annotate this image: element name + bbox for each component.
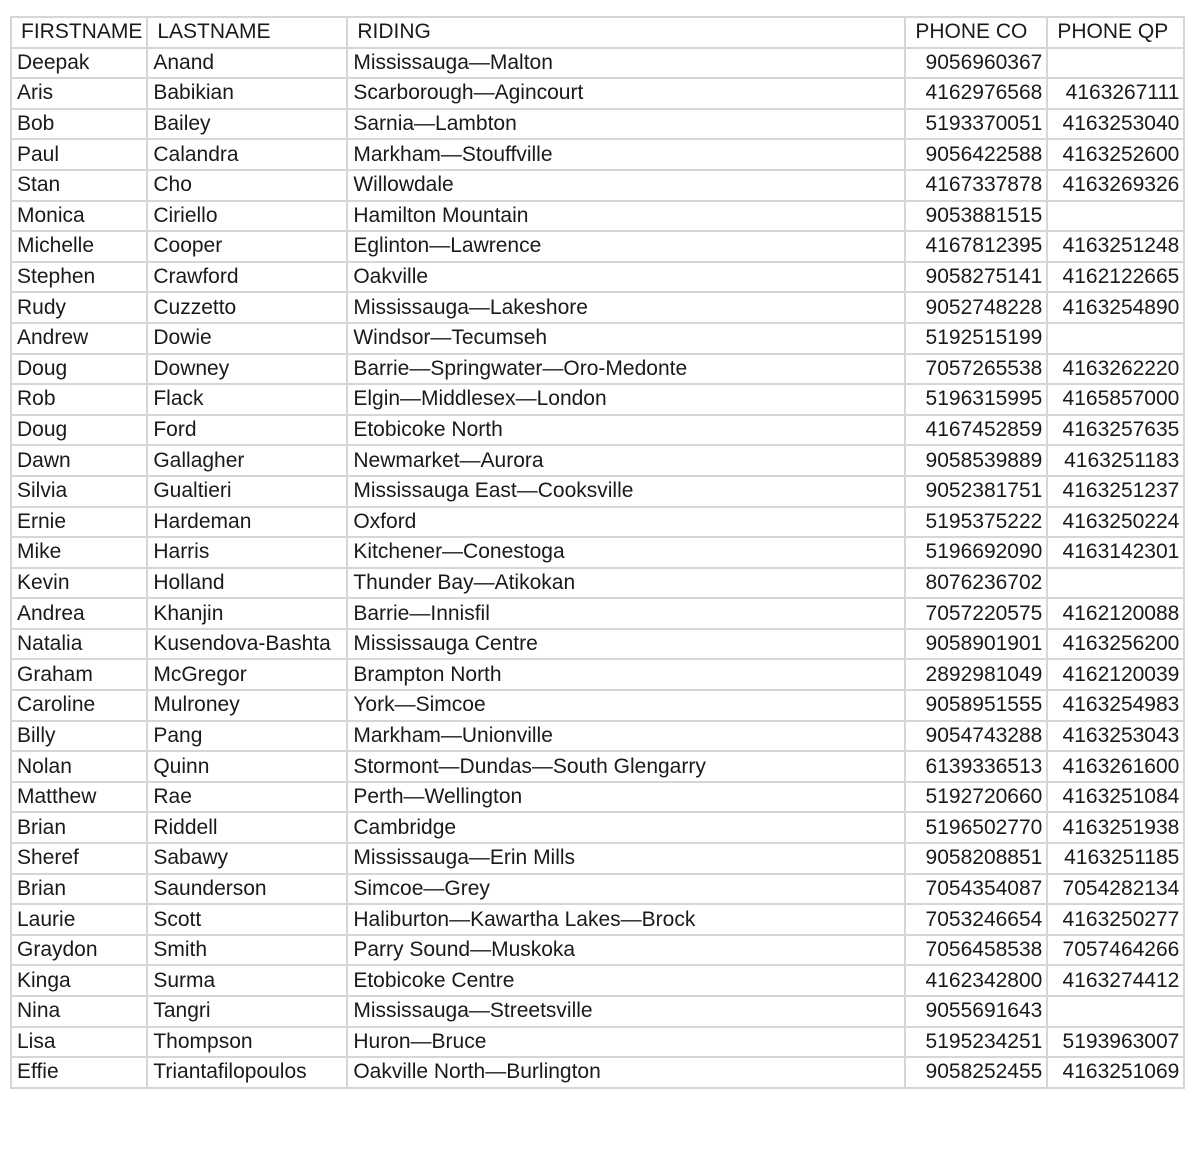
cell-phone-qp[interactable]: 4165857000 (1047, 384, 1184, 415)
cell-phone-co[interactable]: 6139336513 (905, 751, 1047, 782)
cell-riding[interactable]: Cambridge (347, 812, 905, 843)
contact-table (10, 16, 1185, 1089)
cell-firstname[interactable]: Aris (11, 78, 147, 109)
table-row (11, 262, 1184, 293)
cell-lastname[interactable]: Surma (147, 965, 347, 996)
cell-phone-co[interactable]: 7056458538 (905, 935, 1047, 966)
cell-firstname[interactable]: Rob (11, 384, 147, 415)
cell-firstname[interactable]: Paul (11, 139, 147, 170)
cell-phone-qp[interactable]: 4163261600 (1047, 751, 1184, 782)
cell-phone-co[interactable]: 5195375222 (905, 507, 1047, 538)
cell-firstname[interactable]: Lisa (11, 1027, 147, 1058)
cell-firstname[interactable]: Silvia (11, 476, 147, 507)
table-row (11, 1027, 1184, 1058)
cell-firstname[interactable]: Brian (11, 812, 147, 843)
cell-lastname[interactable]: Mulroney (147, 690, 347, 721)
cell-firstname[interactable]: Natalia (11, 629, 147, 660)
cell-firstname[interactable]: Rudy (11, 292, 147, 323)
cell-riding[interactable]: Etobicoke Centre (347, 965, 905, 996)
table-row (11, 904, 1184, 935)
table-row (11, 139, 1184, 170)
cell-lastname[interactable]: Dowie (147, 323, 347, 354)
cell-phone-qp[interactable]: 4163262220 (1047, 354, 1184, 385)
cell-firstname[interactable]: Andrew (11, 323, 147, 354)
cell-phone-qp[interactable]: 4163252600 (1047, 139, 1184, 170)
table-row (11, 965, 1184, 996)
cell-riding[interactable]: Eglinton—Lawrence (347, 231, 905, 262)
cell-lastname[interactable]: Ciriello (147, 201, 347, 232)
cell-firstname[interactable]: Monica (11, 201, 147, 232)
cell-lastname[interactable]: Kusendova-Bashta (147, 629, 347, 660)
cell-phone-co[interactable]: 4167337878 (905, 170, 1047, 201)
cell-lastname[interactable]: Sabawy (147, 843, 347, 874)
table-row (11, 843, 1184, 874)
cell-riding[interactable]: Huron—Bruce (347, 1027, 905, 1058)
cell-riding[interactable]: Oxford (347, 507, 905, 538)
cell-phone-co[interactable]: 9052381751 (905, 476, 1047, 507)
cell-phone-co[interactable]: 5196502770 (905, 812, 1047, 843)
cell-phone-qp[interactable]: 4163274412 (1047, 965, 1184, 996)
cell-phone-co[interactable]: 5192720660 (905, 782, 1047, 813)
cell-firstname[interactable]: Nina (11, 996, 147, 1027)
cell-lastname[interactable]: Tangri (147, 996, 347, 1027)
cell-phone-qp[interactable]: 4162122665 (1047, 262, 1184, 293)
cell-phone-co[interactable]: 9056960367 (905, 48, 1047, 79)
cell-riding[interactable]: York—Simcoe (347, 690, 905, 721)
table-row (11, 1057, 1184, 1088)
cell-phone-qp[interactable]: 7054282134 (1047, 874, 1184, 905)
cell-riding[interactable]: Mississauga—Malton (347, 48, 905, 79)
cell-phone-qp[interactable]: 4162120039 (1047, 659, 1184, 690)
cell-firstname[interactable]: Stan (11, 170, 147, 201)
table-row (11, 354, 1184, 385)
cell-lastname[interactable]: Bailey (147, 109, 347, 140)
cell-phone-qp[interactable]: 4163253043 (1047, 721, 1184, 752)
cell-riding[interactable]: Kitchener—Conestoga (347, 537, 905, 568)
cell-lastname[interactable]: Downey (147, 354, 347, 385)
table-row (11, 445, 1184, 476)
cell-firstname[interactable]: Deepak (11, 48, 147, 79)
cell-riding[interactable]: Markham—Stouffville (347, 139, 905, 170)
header-riding[interactable]: RIDING (347, 17, 905, 48)
cell-riding[interactable]: Mississauga—Lakeshore (347, 292, 905, 323)
cell-phone-qp[interactable] (1047, 568, 1184, 599)
table-row (11, 537, 1184, 568)
cell-phone-co[interactable]: 5193370051 (905, 109, 1047, 140)
cell-phone-co[interactable]: 4167812395 (905, 231, 1047, 262)
table-row (11, 170, 1184, 201)
table-row (11, 109, 1184, 140)
cell-phone-qp[interactable] (1047, 323, 1184, 354)
cell-riding[interactable]: Brampton North (347, 659, 905, 690)
table-row (11, 812, 1184, 843)
cell-lastname[interactable]: Ford (147, 415, 347, 446)
cell-phone-co[interactable]: 4167452859 (905, 415, 1047, 446)
cell-firstname[interactable]: Matthew (11, 782, 147, 813)
cell-phone-co[interactable]: 7057265538 (905, 354, 1047, 385)
table-row (11, 874, 1184, 905)
cell-firstname[interactable]: Laurie (11, 904, 147, 935)
cell-lastname[interactable]: Hardeman (147, 507, 347, 538)
cell-lastname[interactable]: Babikian (147, 78, 347, 109)
header-phone-qp[interactable]: PHONE QP (1047, 17, 1184, 48)
header-firstname[interactable]: FIRSTNAME (11, 17, 147, 48)
cell-lastname[interactable]: Riddell (147, 812, 347, 843)
cell-riding[interactable]: Markham—Unionville (347, 721, 905, 752)
cell-riding[interactable]: Stormont—Dundas—South Glengarry (347, 751, 905, 782)
table-row (11, 568, 1184, 599)
cell-phone-co[interactable]: 7054354087 (905, 874, 1047, 905)
cell-phone-co[interactable]: 9056422588 (905, 139, 1047, 170)
cell-lastname[interactable]: Rae (147, 782, 347, 813)
cell-firstname[interactable]: Ernie (11, 507, 147, 538)
cell-lastname[interactable]: Gualtieri (147, 476, 347, 507)
table-row (11, 323, 1184, 354)
cell-phone-qp[interactable]: 4163250277 (1047, 904, 1184, 935)
cell-lastname[interactable]: Crawford (147, 262, 347, 293)
table-row (11, 690, 1184, 721)
cell-firstname[interactable]: Bob (11, 109, 147, 140)
cell-riding[interactable]: Barrie—Springwater—Oro-Medonte (347, 354, 905, 385)
cell-phone-qp[interactable]: 4163269326 (1047, 170, 1184, 201)
cell-lastname[interactable]: Harris (147, 537, 347, 568)
cell-phone-qp[interactable]: 7057464266 (1047, 935, 1184, 966)
cell-riding[interactable]: Windsor—Tecumseh (347, 323, 905, 354)
cell-riding[interactable]: Sarnia—Lambton (347, 109, 905, 140)
cell-firstname[interactable]: Graydon (11, 935, 147, 966)
cell-phone-co[interactable]: 9058208851 (905, 843, 1047, 874)
cell-riding[interactable]: Mississauga Centre (347, 629, 905, 660)
header-lastname[interactable]: LASTNAME (147, 17, 347, 48)
cell-lastname[interactable]: Cuzzetto (147, 292, 347, 323)
cell-firstname[interactable]: Nolan (11, 751, 147, 782)
cell-firstname[interactable]: Kevin (11, 568, 147, 599)
cell-riding[interactable]: Scarborough—Agincourt (347, 78, 905, 109)
cell-firstname[interactable]: Andrea (11, 598, 147, 629)
cell-phone-qp[interactable]: 5193963007 (1047, 1027, 1184, 1058)
table-row (11, 231, 1184, 262)
cell-firstname[interactable]: Brian (11, 874, 147, 905)
cell-firstname[interactable]: Michelle (11, 231, 147, 262)
cell-lastname[interactable]: Holland (147, 568, 347, 599)
cell-phone-co[interactable]: 5196692090 (905, 537, 1047, 568)
cell-phone-co[interactable]: 7057220575 (905, 598, 1047, 629)
cell-lastname[interactable]: Cooper (147, 231, 347, 262)
cell-riding[interactable]: Willowdale (347, 170, 905, 201)
cell-phone-co[interactable]: 7053246654 (905, 904, 1047, 935)
cell-lastname[interactable]: Thompson (147, 1027, 347, 1058)
cell-phone-qp[interactable]: 4163250224 (1047, 507, 1184, 538)
cell-phone-co[interactable]: 5192515199 (905, 323, 1047, 354)
cell-firstname[interactable]: Effie (11, 1057, 147, 1088)
cell-firstname[interactable]: Sheref (11, 843, 147, 874)
cell-lastname[interactable]: Scott (147, 904, 347, 935)
cell-phone-qp[interactable]: 4162120088 (1047, 598, 1184, 629)
cell-phone-qp[interactable]: 4163251185 (1047, 843, 1184, 874)
cell-phone-qp[interactable]: 4163251183 (1047, 445, 1184, 476)
cell-lastname[interactable]: Cho (147, 170, 347, 201)
cell-firstname[interactable]: Doug (11, 354, 147, 385)
cell-lastname[interactable]: Khanjin (147, 598, 347, 629)
table-row (11, 629, 1184, 660)
cell-riding[interactable]: Hamilton Mountain (347, 201, 905, 232)
header-row (11, 17, 1184, 48)
cell-phone-qp[interactable]: 4163251069 (1047, 1057, 1184, 1088)
cell-firstname[interactable]: Billy (11, 721, 147, 752)
table-row (11, 476, 1184, 507)
cell-phone-co[interactable]: 9058951555 (905, 690, 1047, 721)
cell-phone-qp[interactable] (1047, 201, 1184, 232)
cell-riding[interactable]: Newmarket—Aurora (347, 445, 905, 476)
cell-lastname[interactable]: Triantafilopoulos (147, 1057, 347, 1088)
table-body (11, 48, 1184, 1088)
cell-firstname[interactable]: Graham (11, 659, 147, 690)
cell-riding[interactable]: Mississauga—Streetsville (347, 996, 905, 1027)
cell-firstname[interactable]: Doug (11, 415, 147, 446)
table-row (11, 996, 1184, 1027)
cell-phone-co[interactable]: 9058252455 (905, 1057, 1047, 1088)
cell-riding[interactable]: Parry Sound—Muskoka (347, 935, 905, 966)
table-row (11, 751, 1184, 782)
cell-phone-co[interactable]: 9053881515 (905, 201, 1047, 232)
table-row (11, 48, 1184, 79)
cell-firstname[interactable]: Caroline (11, 690, 147, 721)
cell-phone-qp[interactable]: 4163251248 (1047, 231, 1184, 262)
cell-phone-qp[interactable]: 4163251237 (1047, 476, 1184, 507)
cell-riding[interactable]: Mississauga—Erin Mills (347, 843, 905, 874)
table-row (11, 384, 1184, 415)
cell-lastname[interactable]: McGregor (147, 659, 347, 690)
cell-phone-qp[interactable]: 4163267111 (1047, 78, 1184, 109)
cell-phone-qp[interactable]: 4163251084 (1047, 782, 1184, 813)
cell-phone-co[interactable]: 4162976568 (905, 78, 1047, 109)
cell-riding[interactable]: Oakville (347, 262, 905, 293)
cell-riding[interactable]: Simcoe—Grey (347, 874, 905, 905)
table-row (11, 507, 1184, 538)
cell-phone-co[interactable]: 9055691643 (905, 996, 1047, 1027)
table-row (11, 659, 1184, 690)
cell-lastname[interactable]: Anand (147, 48, 347, 79)
cell-phone-co[interactable]: 4162342800 (905, 965, 1047, 996)
cell-lastname[interactable]: Flack (147, 384, 347, 415)
cell-firstname[interactable]: Mike (11, 537, 147, 568)
table-row (11, 935, 1184, 966)
table-row (11, 201, 1184, 232)
cell-lastname[interactable]: Smith (147, 935, 347, 966)
cell-phone-co[interactable]: 9052748228 (905, 292, 1047, 323)
cell-lastname[interactable]: Gallagher (147, 445, 347, 476)
cell-lastname[interactable]: Pang (147, 721, 347, 752)
cell-phone-qp[interactable]: 4163254983 (1047, 690, 1184, 721)
cell-riding[interactable]: Thunder Bay—Atikokan (347, 568, 905, 599)
cell-phone-qp[interactable] (1047, 48, 1184, 79)
cell-firstname[interactable]: Kinga (11, 965, 147, 996)
header-phone-co[interactable]: PHONE CO (905, 17, 1047, 48)
table-row (11, 78, 1184, 109)
cell-phone-qp[interactable] (1047, 996, 1184, 1027)
cell-phone-qp[interactable]: 4163251938 (1047, 812, 1184, 843)
cell-riding[interactable]: Elgin—Middlesex—London (347, 384, 905, 415)
cell-riding[interactable]: Mississauga East—Cooksville (347, 476, 905, 507)
cell-phone-qp[interactable]: 4163257635 (1047, 415, 1184, 446)
cell-phone-co[interactable]: 9054743288 (905, 721, 1047, 752)
cell-phone-co[interactable]: 9058539889 (905, 445, 1047, 476)
cell-phone-co[interactable]: 8076236702 (905, 568, 1047, 599)
cell-phone-co[interactable]: 2892981049 (905, 659, 1047, 690)
cell-phone-qp[interactable]: 4163253040 (1047, 109, 1184, 140)
cell-riding[interactable]: Haliburton—Kawartha Lakes—Brock (347, 904, 905, 935)
table-row (11, 782, 1184, 813)
cell-riding[interactable]: Perth—Wellington (347, 782, 905, 813)
table-row (11, 721, 1184, 752)
cell-riding[interactable]: Etobicoke North (347, 415, 905, 446)
table-row (11, 292, 1184, 323)
cell-lastname[interactable]: Saunderson (147, 874, 347, 905)
cell-phone-co[interactable]: 9058901901 (905, 629, 1047, 660)
table-row (11, 598, 1184, 629)
cell-phone-co[interactable]: 9058275141 (905, 262, 1047, 293)
cell-phone-qp[interactable]: 4163142301 (1047, 537, 1184, 568)
cell-firstname[interactable]: Stephen (11, 262, 147, 293)
cell-phone-co[interactable]: 5196315995 (905, 384, 1047, 415)
cell-firstname[interactable]: Dawn (11, 445, 147, 476)
table-row (11, 415, 1184, 446)
cell-riding[interactable]: Oakville North—Burlington (347, 1057, 905, 1088)
cell-lastname[interactable]: Quinn (147, 751, 347, 782)
cell-phone-co[interactable]: 5195234251 (905, 1027, 1047, 1058)
cell-phone-qp[interactable]: 4163254890 (1047, 292, 1184, 323)
cell-phone-qp[interactable]: 4163256200 (1047, 629, 1184, 660)
cell-riding[interactable]: Barrie—Innisfil (347, 598, 905, 629)
cell-lastname[interactable]: Calandra (147, 139, 347, 170)
